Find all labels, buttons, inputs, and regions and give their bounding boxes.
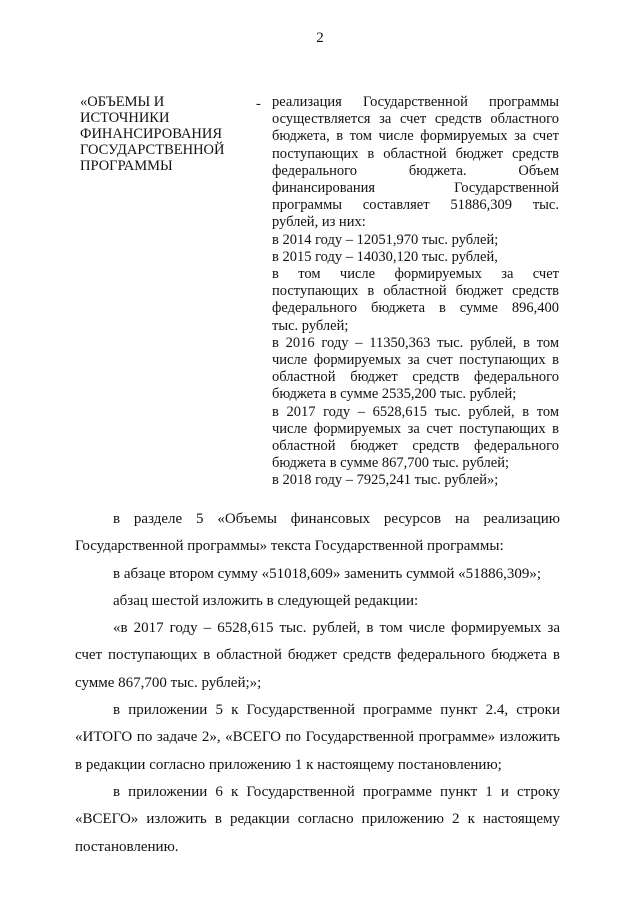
paragraph-line: «в 2017 году – 6528,615 тыс. рублей, в том числе формируемых за bbox=[113, 620, 560, 637]
content-line: бюджета, в том числе формируемых за счет bbox=[272, 128, 559, 145]
paragraph-line: постановлению. bbox=[75, 838, 179, 855]
content-line: в 2016 году – 11350,363 тыс. рублей, в том bbox=[272, 334, 559, 351]
content-line: в 2015 году – 14030,120 тыс. рублей, bbox=[272, 248, 498, 265]
content-line: в 2017 году – 6528,615 тыс. рублей, в том bbox=[272, 403, 559, 420]
content-line: числе формируемых за счет поступающих в bbox=[272, 420, 559, 437]
section-title-line: ИСТОЧНИКИ bbox=[80, 110, 170, 126]
paragraph-line: в разделе 5 «Объемы финансовых ресурсов на реализацию bbox=[113, 511, 560, 527]
section-title-line: «ОБЪЕМЫ И bbox=[80, 94, 165, 110]
content-line: программы составляет 51886,309 тыс. bbox=[272, 197, 559, 214]
content-line: бюджета в сумме 867,700 тыс. рублей; bbox=[272, 455, 509, 472]
content-line: осуществляется за счет средств областного bbox=[272, 111, 559, 128]
content-line: тыс. рублей; bbox=[272, 317, 349, 334]
paragraph-line: в приложении 6 к Государственной программе пункт 1 и строку bbox=[113, 783, 560, 800]
page-number: 2 bbox=[316, 30, 324, 46]
section-title-line: ПРОГРАММЫ bbox=[80, 158, 173, 174]
content-line: поступающих в областной бюджет средств bbox=[272, 283, 559, 300]
paragraph-line: в редакции согласно приложению 1 к настоящему постановлению; bbox=[75, 756, 502, 773]
content-line: реализация Государственной программы bbox=[272, 94, 559, 110]
content-line: финансирования Государственной bbox=[272, 180, 559, 197]
content-line: областной бюджет средств федерального bbox=[272, 369, 559, 386]
content-line: в 2018 году – 7925,241 тыс. рублей»; bbox=[272, 472, 499, 489]
content-line: числе формируемых за счет поступающих в bbox=[272, 352, 559, 369]
section-title-line: ГОСУДАРСТВЕННОЙ bbox=[80, 142, 225, 158]
financing-section-title bbox=[80, 94, 250, 174]
paragraph-line: сумме 867,700 тыс. рублей;»; bbox=[75, 674, 262, 691]
paragraph-line: счет поступающих в областной бюджет средств федерального бюджета в bbox=[75, 647, 560, 664]
content-line: федерального бюджета в сумме 896,400 bbox=[272, 300, 559, 317]
paragraph-line: «ВСЕГО» изложить в редакции согласно приложению 2 к настоящему bbox=[75, 811, 560, 828]
content-line: в том числе формируемых за счет bbox=[272, 266, 559, 283]
paragraph-line: Государственной программы» текста Государственной программы: bbox=[75, 538, 504, 555]
content-line: поступающих в областной бюджет средств bbox=[272, 145, 559, 162]
paragraph-line: «ИТОГО по задаче 2», «ВСЕГО по Государственной программе» изложить bbox=[75, 729, 560, 746]
list-dash: - bbox=[256, 96, 261, 112]
paragraph-line: в приложении 5 к Государственной программе пункт 2.4, строки bbox=[113, 702, 560, 719]
section-title-line: ФИНАНСИРОВАНИЯ bbox=[80, 126, 223, 142]
paragraph-line: в абзаце втором сумму «51018,609» заменить суммой «51886,309»; bbox=[113, 565, 542, 582]
paragraph-line: абзац шестой изложить в следующей редакции: bbox=[113, 592, 419, 609]
content-line: областной бюджет средств федерального bbox=[272, 438, 559, 455]
content-line: бюджета в сумме 2535,200 тыс. рублей; bbox=[272, 386, 517, 403]
amendment-text bbox=[75, 506, 560, 861]
content-line: рублей, из них: bbox=[272, 214, 366, 231]
content-line: федерального бюджета. Объем bbox=[272, 162, 559, 179]
content-line: в 2014 году – 12051,970 тыс. рублей; bbox=[272, 231, 499, 248]
financing-section-content bbox=[272, 94, 559, 490]
